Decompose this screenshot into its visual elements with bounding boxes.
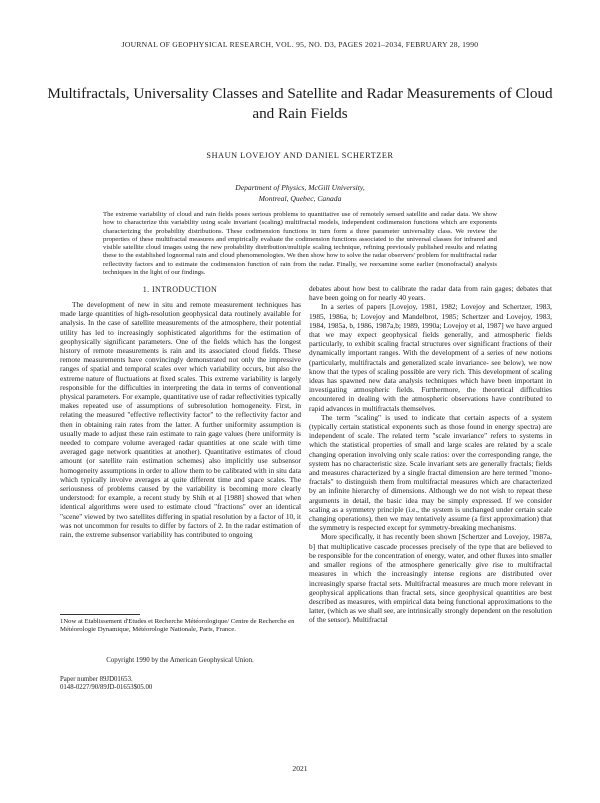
journal-header: JOURNAL OF GEOPHYSICAL RESEARCH, VOL. 95, NO. D3, PAGES 2021–2034, FEBRUARY 28, 1990 bbox=[121, 40, 479, 49]
paper-authors: SHAUN LOVEJOY AND DANIEL SCHERTZER bbox=[206, 151, 394, 160]
left-column bbox=[60, 300, 301, 539]
right-paragraph-1: debates about how best to calibrate the radar data from rain gages; debates that have been going on for nearly 40 years. bbox=[309, 284, 552, 303]
left-paragraph-1: The development of new in situ and remote measurement techniques has made large quantities of high-resolution geophysical data routinely available for analysis. In the case of satellite measurements of the atmosphere, their potential utility has led to increasingly sophisticated algorithms for the estimation of geophysically significant parameters. One of the fields which has the longest history of remote measurements is rain and its associated cloud fields. These remote measurements have convincingly demonstrated not only the impressive ranges of spatial and temporal scales over which variability occurs, but also the extreme nature of fluctuations at fixed scales. This extreme variability is largely responsible for the difficulties in interpreting the data in terms of conventional physical parameters. For example, quantitative use of radar reflectivities typically makes repeated use of assumptions of subresolution homogeneity. First, in relating the measured "effective reflectivity factor" to the reflectivity factor and then in obtaining rain rates from the latter. A further uniformity assumption is usually made to adjust these rain estimate to rain gage values (here uniformity is needed to compare volume averaged radar quantities at one scale with time averaged gage network quantities at another). Quantitative estimates of cloud amount (or satellite rain estimation schemes) also implicitly use subsensor homogeneity assumptions in order to allow them to be calibrated with in situ data which typically involve averages at quite different time and space scales. The seriousness of problems caused by the variability is becoming more clearly understood: for example, a recent study by Shih et al [1988] showed that when identical algorithms were used to estimate cloud "fractions" over an identical "scene" viewed by two satellites differing in spatial resolution by a factor of 10, it was not uncommon for results to differ by factors of 2. In the radar estimation of rain, the extreme subsensor variability has contributed to ongoing bbox=[60, 300, 301, 540]
page-number: 2021 bbox=[292, 764, 308, 773]
section-heading-introduction: 1. INTRODUCTION bbox=[142, 285, 218, 294]
issn-line: 0148-0227/90/89JD-01653$05.00 bbox=[60, 684, 153, 692]
right-paragraph-3: The term "scaling" is used to indicate that certain aspects of a system (typically certain statistical exponents such as those found in energy spectra) are independent of scale. The related term "scale invariance" refers to systems in which the statistical properties of small and large scales are related by a scale changing operation involving only scale ratios: over the corresponding range, the system has no characteristic size. Scale invariant sets are generally fractals; fields and measures characterized by a single fractal dimension are here termed "mono-fractals" to distinguish them from multifractal measures which are characterized by an infinite hierarchy of dimensions. Although we do not wish to repeat these arguments in detail, the basic idea may be simply expressed. If we consider scaling as a symmetry principle (i.e., the system is unchanged under certain scale changing operations), then we may tentatively assume (a first approximation) that the symmetry is respected except for symmetry-breaking mechanisms. bbox=[309, 412, 552, 533]
footnote-rule bbox=[60, 614, 140, 615]
copyright-notice: Copyright 1990 by the American Geophysical Union. bbox=[106, 657, 254, 664]
affiliation-department: Department of Physics, McGill University, bbox=[235, 183, 365, 192]
abstract: The extreme variability of cloud and rain fields poses serious problems to quantitative use of remotely sensed satellite and radar data. We show how to characterize this variability using scale invariant (scaling) multifractal models, independent codimension functions which are exponents characterizing the probability distributions. These codimension functions in turn form a three parameter universality class. We review the properties of these multifractal measures and empirically evaluate the codimension functions associated to the universal classes for infrared and visible satellite cloud images using the new probability distribution/multiple scaling technique, refining previously published results and relating these to the established lognormal rain and cloud phenomenologies. We then show how to solve the radar observers' problem for multifractal radar reflectivity factors and to estimate the codimension function of rain from the radar. Finally, we reexamine some earlier (monofractal) analysis techniques in the light of our findings. bbox=[103, 211, 497, 277]
footnote: 1Now at Etablissement d'Etudes et Recherche Météorologique/ Centre de Recherche en Météorologie Dynamique, Météorologie Nationale, Paris, France. bbox=[60, 618, 295, 634]
right-paragraph-4: More specifically, it has recently been shown [Schertzer and Lovejoy, 1987a, b] that multiplicative cascade processes precisely of the type that are believed to be responsible for the concentration of energy, water, and other fluxes into smaller and smaller regions of the atmosphere generically give rise to multifractal measures in which the increasingly intense regions are distributed over increasingly sparse fractal sets. Multifractal measures are much more relevant in geophysical applications than fractal sets, since geophysical quantities are best described as measures, with empirical data being functional approximations to the latter, (which as we shall see, are intrinsically strongly dependent on the resolution of the sensor). Multifractal bbox=[309, 532, 552, 625]
paper-number-block bbox=[60, 676, 300, 693]
right-paragraph-2: In a series of papers [Lovejoy, 1981, 1982; Lovejoy and Schertzer, 1983, 1985, 1986a, b; Lovejoy and Mandelbrot, 1985; Schertzer and Lovejoy, 1983, 1984, 1985a, b, 1986, 1987a,b; 1989, 1990a; Lovejoy et al, 1987] we have argued that we may expect geophysical fields generally, and atmospheric fields particularly, to exhibit scaling fractal structures over significant fractions of their dynamically important ranges. With the development of a series of new notions (particularly, multifractals and generalized scale invariance- see below), we now know that the types of scaling possible are very rich. This development of scaling ideas has spawned new data analysis techniques which have been important in investigating atmospheric fields. Furthermore, the theoretical difficulties encountered in dealing with the atmospheric observations have contributed to rapid advances in multifractals themselves. bbox=[309, 302, 552, 413]
paper-number: Paper number 89JD01653. bbox=[60, 676, 133, 683]
paper-title: Multifractals, Universality Classes and Satellite and Radar Measurements of Cloud and Rain Fields bbox=[47, 85, 553, 122]
right-column bbox=[309, 284, 552, 625]
affiliation-city: Montreal, Quebec, Canada bbox=[258, 194, 342, 203]
